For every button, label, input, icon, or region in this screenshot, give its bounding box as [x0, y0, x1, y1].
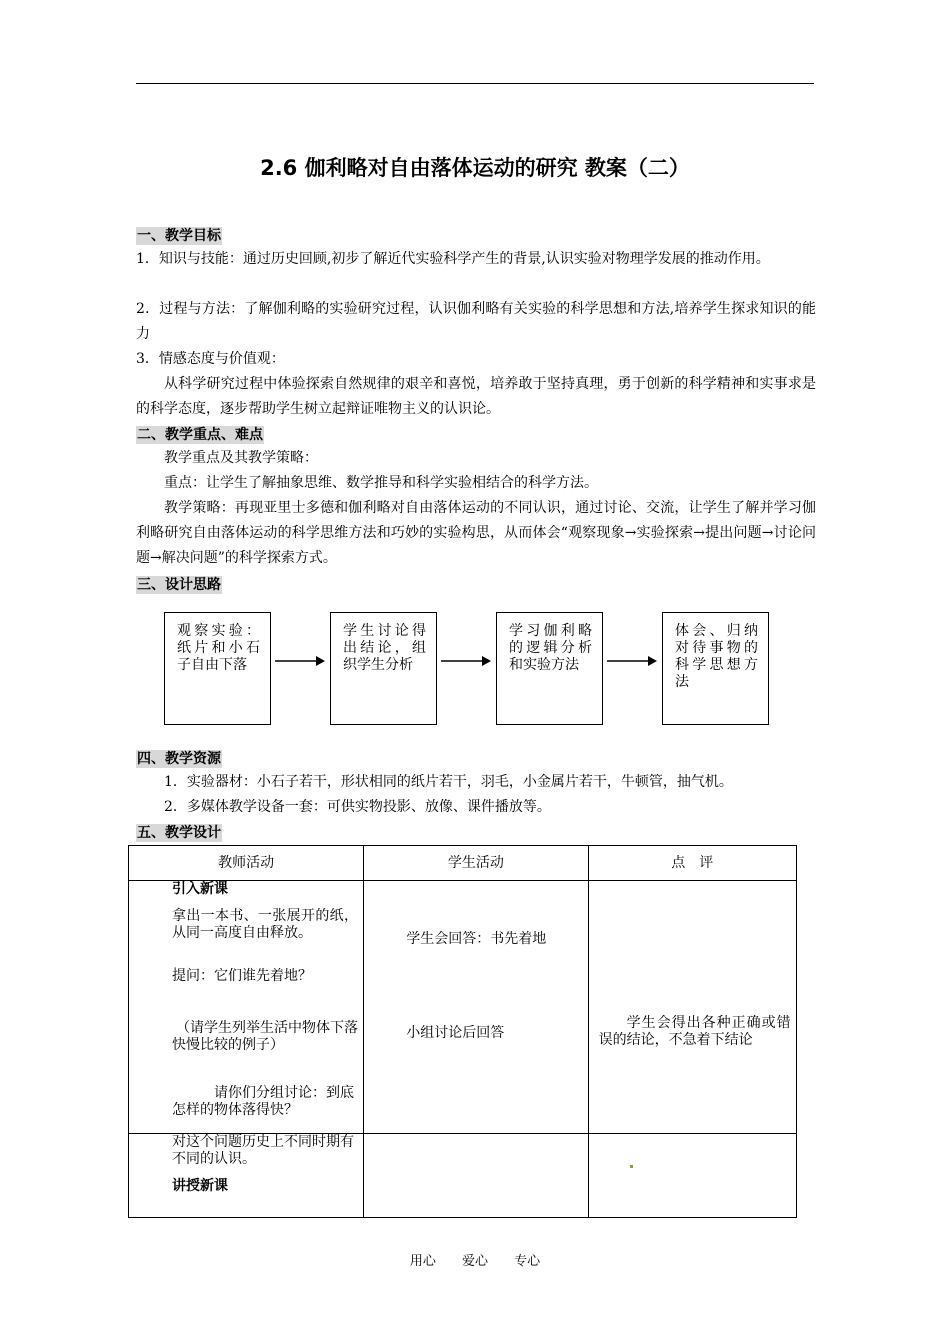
section-heading-design: 三、设计思路 [137, 577, 221, 593]
student-cell-intro [364, 881, 588, 1134]
goal-attitude-label: 3．情感态度与价值观： [136, 351, 285, 367]
flow-box-discuss: 学生讨论得出结论，组织学生分析 [330, 612, 437, 725]
student-answer: 学生会回答：书先着地 [406, 931, 547, 947]
flow-box-summarize: 体会、归纳对待事物的科学思想方法 [662, 612, 769, 725]
flow-arrow-icon [607, 655, 657, 667]
header-student: 学生活动 [364, 846, 588, 881]
teacher-examples: （请学生列举生活中物体下落快慢比较的例子） [172, 1020, 358, 1053]
page-footer: 用心 爱心 专心 [409, 1254, 541, 1269]
keypoint-focus: 重点：让学生了解抽象思维、数学推导和科学实验相结合的科学方法。 [164, 475, 598, 491]
stray-mark [630, 1165, 633, 1168]
header-comment: 点 评 [588, 846, 796, 881]
flow-arrow-icon [441, 655, 491, 667]
student-discussion: 小组讨论后回答 [406, 1025, 505, 1041]
goal-process: 2．过程与方法：了解伽利略的实验研究过程，认识伽利略有关实验的科学思想和方法,培养学生探求知识的能力 [136, 301, 816, 342]
goal-attitude-body: 从科学研究过程中体验探索自然规律的艰辛和喜悦，培养敢于坚持真理，勇于创新的科学精神和实事求是的科学态度，逐步帮助学生树立起辩证唯物主义的认识论。 [136, 376, 816, 417]
resource-equipment: 1．实验器材：小石子若干，形状相同的纸片若干，羽毛，小金属片若干，牛顿管，抽气机。 [164, 774, 733, 790]
teacher-question: 提问：它们谁先着地？ [172, 968, 312, 984]
resource-media: 2．多媒体教学设备一套：可供实物投影、放像、课件播放等。 [164, 799, 551, 815]
section-heading-lesson-design: 五、教学设计 [137, 825, 221, 841]
heading-new-lesson: 讲授新课 [172, 1178, 228, 1194]
teacher-cell-intro [129, 881, 364, 1134]
header-rule [136, 83, 814, 84]
keypoint-strategy: 教学策略：再现亚里士多德和伽利略对自由落体运动的不同认识，通过讨论、交流，让学生了解并学习伽利略研究自由落体运动的科学思维方法和巧妙的实验构思，从而体会“观察现象→实验探索→提出问题→讨论问题→解决问题”的科学探索方式。 [136, 500, 816, 566]
keypoint-intro: 教学重点及其教学策略： [164, 450, 318, 466]
section-heading-resources: 四、教学资源 [137, 751, 221, 767]
student-cell-history [364, 1134, 588, 1218]
section-heading-goals: 一、教学目标 [137, 228, 221, 244]
comment-cell-intro [588, 881, 796, 1134]
section-heading-keypoints: 二、教学重点、难点 [137, 427, 263, 443]
goal-knowledge: 1．知识与技能：通过历史回顾,初步了解近代实验科学产生的背景,认识实验对物理学发展的推动作用。 [136, 251, 770, 267]
comment-text: 学生会得出各种正确或错误的结论，不急着下结论 [598, 1015, 791, 1048]
teacher-group-discussion: 请你们分组讨论：到底怎样的物体落得快？ [172, 1085, 354, 1118]
lesson-design-table [128, 845, 797, 1218]
comment-cell-history [588, 1134, 796, 1218]
header-teacher: 教师活动 [129, 846, 364, 881]
heading-intro: 引入新课 [172, 881, 228, 897]
teacher-cell-history [129, 1134, 364, 1218]
flow-box-observe: 观察实验：纸片和小石子自由下落 [164, 612, 271, 725]
teacher-history: 对这个问题历史上不同时期有不同的认识。 [172, 1134, 354, 1167]
page-title: 2.6 伽利略对自由落体运动的研究 教案（二） [260, 156, 690, 180]
teacher-demo: 拿出一本书、一张展开的纸，从同一高度自由释放。 [172, 908, 358, 941]
flow-arrow-icon [275, 655, 325, 667]
flow-box-learn: 学习伽利略的逻辑分析和实验方法 [496, 612, 603, 725]
